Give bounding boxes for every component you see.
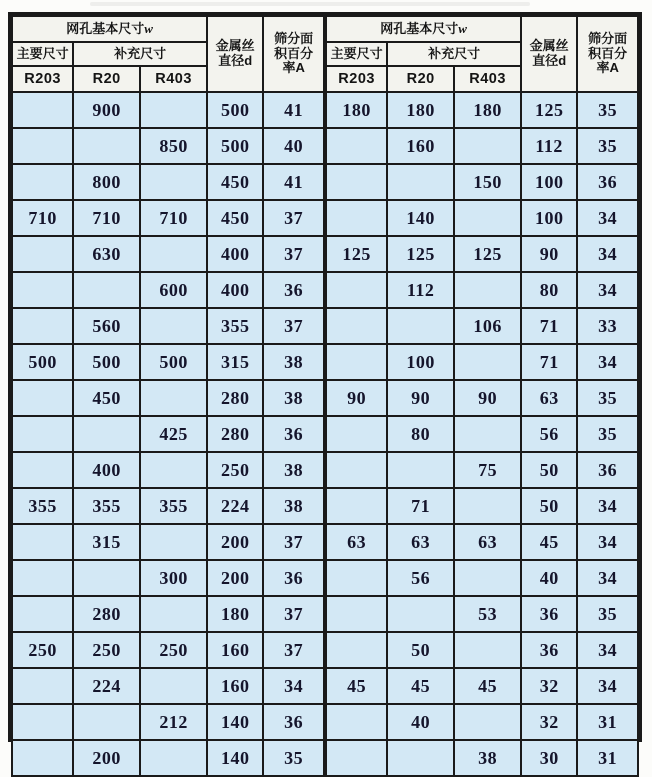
table-cell [387,308,454,344]
table-cell: 250 [207,452,263,488]
table-cell [12,452,73,488]
table-cell: 35 [577,596,638,632]
table-row [326,452,638,488]
table-cell: 80 [387,416,454,452]
table-cell: 63 [326,524,387,560]
table-cell [326,452,387,488]
table-cell [387,596,454,632]
table-cell [140,308,207,344]
table-cell [12,596,73,632]
table-cell: 50 [387,632,454,668]
table-cell [73,416,140,452]
table-cell: 34 [577,200,638,236]
table-body-left [12,92,324,776]
table-cell [326,164,387,200]
table-cell: 355 [140,488,207,524]
series-header-r403: R403 [140,66,207,92]
table-row [326,272,638,308]
table-cell: 36 [521,632,577,668]
table-cell: 160 [387,128,454,164]
table-cell: 32 [521,704,577,740]
table-cell: 37 [263,236,324,272]
table-cell: 250 [73,632,140,668]
table-row [326,668,638,704]
table-cell: 34 [577,236,638,272]
series-header-r203: R203 [326,66,387,92]
table-cell: 37 [263,596,324,632]
table-cell: 90 [521,236,577,272]
table-cell [326,344,387,380]
table-cell: 34 [577,668,638,704]
table-row [12,92,324,128]
table-cell: 36 [263,272,324,308]
table-cell: 112 [521,128,577,164]
table-cell: 560 [73,308,140,344]
table-cell: 40 [263,128,324,164]
table-cell: 36 [521,596,577,632]
table-cell: 38 [263,452,324,488]
supplement-size-header: 补充尺寸 [387,42,521,66]
table-cell [326,272,387,308]
table-cell: 450 [207,164,263,200]
table-cell [454,488,521,524]
table-cell [326,488,387,524]
table-cell: 45 [326,668,387,704]
table-cell: 100 [387,344,454,380]
series-header-r20: R20 [73,66,140,92]
area-percent-line1: 筛分面 [588,30,628,46]
table-row [12,128,324,164]
table-header-right [326,16,638,92]
table-cell: 31 [577,704,638,740]
table-body-right [326,92,638,776]
table-cell [454,704,521,740]
mesh-size-title: 网孔基本尺寸 [66,20,145,36]
table-cell: 280 [207,380,263,416]
table-cell [326,632,387,668]
table-cell: 41 [263,164,324,200]
table-row [326,488,638,524]
table-cell: 33 [577,308,638,344]
table-cell [326,128,387,164]
table-cell [12,380,73,416]
wire-diameter-line2: 直径d [218,53,253,68]
table-cell [454,200,521,236]
area-percent-line1: 筛分面 [274,30,314,46]
table-cell [73,560,140,596]
table-cell [326,596,387,632]
table-row [12,704,324,740]
table-cell [140,452,207,488]
table-cell: 41 [263,92,324,128]
table-cell: 850 [140,128,207,164]
table-cell: 280 [207,416,263,452]
table-row [326,200,638,236]
table-cell: 200 [207,560,263,596]
table-cell [326,740,387,776]
table-row [12,236,324,272]
table-cell: 125 [454,236,521,272]
table-cell [12,560,73,596]
table-row [12,272,324,308]
table-cell: 630 [73,236,140,272]
table-cell: 38 [263,488,324,524]
series-header-r203: R203 [12,66,73,92]
area-percent-line2: 积百分 [274,45,314,61]
table-cell [12,740,73,776]
table-half-right [325,15,639,777]
table-cell: 112 [387,272,454,308]
table-cell: 71 [521,344,577,380]
table-row [12,524,324,560]
scan-artifact [90,2,530,6]
table-cell [12,524,73,560]
table-cell: 180 [454,92,521,128]
table-cell: 710 [73,200,140,236]
area-percent-line2: 积百分 [588,45,628,61]
table-row [326,416,638,452]
table-row [326,524,638,560]
table-cell: 355 [12,488,73,524]
table-cell: 180 [207,596,263,632]
table-cell: 224 [207,488,263,524]
table-cell [12,308,73,344]
table-cell: 35 [263,740,324,776]
table-cell: 315 [73,524,140,560]
mesh-size-symbol: w [458,20,467,36]
table-cell: 140 [387,200,454,236]
table-cell: 34 [577,272,638,308]
mesh-size-header [12,16,207,42]
table-cell: 53 [454,596,521,632]
mesh-size-symbol: w [144,20,153,36]
table-cell: 35 [577,416,638,452]
table-cell: 56 [521,416,577,452]
table-row [12,344,324,380]
area-percent-header [577,16,638,92]
table-cell [140,380,207,416]
main-size-header: 主要尺寸 [12,42,73,66]
table-cell: 45 [454,668,521,704]
table-cell: 450 [73,380,140,416]
table-cell: 212 [140,704,207,740]
table-cell [387,452,454,488]
table-cell [454,632,521,668]
wire-diameter-header [521,16,577,92]
table-cell: 50 [521,488,577,524]
table-cell: 250 [140,632,207,668]
table-cell [454,344,521,380]
table-cell [454,128,521,164]
table-cell: 36 [577,164,638,200]
table-row [326,236,638,272]
table-row [326,308,638,344]
table-cell [140,668,207,704]
table-row [326,560,638,596]
table-row [326,380,638,416]
table-row [326,632,638,668]
table-cell [140,740,207,776]
table-cell [326,308,387,344]
supplement-size-header: 补充尺寸 [73,42,207,66]
series-header-r20: R20 [387,66,454,92]
table-cell [12,668,73,704]
table-cell: 40 [521,560,577,596]
table-cell: 34 [577,344,638,380]
table-cell: 37 [263,200,324,236]
table-cell: 224 [73,668,140,704]
table-row [12,488,324,524]
table-cell: 45 [521,524,577,560]
table-cell: 425 [140,416,207,452]
table-cell [73,272,140,308]
table-row [12,308,324,344]
table-cell: 90 [387,380,454,416]
sieve-table [8,12,642,768]
table-cell [140,164,207,200]
table-cell: 300 [140,560,207,596]
table-cell: 90 [454,380,521,416]
table-row [12,560,324,596]
table-cell: 150 [454,164,521,200]
table-row [326,704,638,740]
table-cell: 500 [207,128,263,164]
table-half-left [11,15,325,777]
table-row [12,740,324,776]
table-cell: 500 [73,344,140,380]
table-row [12,380,324,416]
table-cell: 140 [207,740,263,776]
table-cell [140,236,207,272]
table-cell: 37 [263,308,324,344]
table-cell: 63 [387,524,454,560]
table-cell: 400 [73,452,140,488]
table-row [12,668,324,704]
table-header-left [12,16,324,92]
table-row [12,452,324,488]
table-cell: 63 [454,524,521,560]
table-cell: 180 [326,92,387,128]
table-row [12,200,324,236]
table-row [326,92,638,128]
table-cell: 140 [207,704,263,740]
table-cell: 200 [73,740,140,776]
table-cell: 34 [577,488,638,524]
area-percent-line3: 率A [282,60,305,76]
table-cell: 36 [263,704,324,740]
table-cell: 34 [577,524,638,560]
table-cell [73,128,140,164]
table-cell [12,164,73,200]
table-row [12,164,324,200]
table-row [12,416,324,452]
table-cell: 710 [12,200,73,236]
table-cell: 36 [577,452,638,488]
table-cell: 315 [207,344,263,380]
table-cell: 38 [454,740,521,776]
table-cell [12,128,73,164]
table-cell: 500 [140,344,207,380]
table-cell: 31 [577,740,638,776]
table-cell: 34 [577,560,638,596]
table-row [326,128,638,164]
table-cell: 800 [73,164,140,200]
table-cell: 45 [387,668,454,704]
table-cell: 280 [73,596,140,632]
table-cell [387,740,454,776]
table-cell: 180 [387,92,454,128]
table-cell: 36 [263,560,324,596]
table-cell: 355 [207,308,263,344]
table-cell: 100 [521,200,577,236]
table-cell [140,92,207,128]
mesh-size-title: 网孔基本尺寸 [380,20,459,36]
table-cell: 160 [207,668,263,704]
table-cell: 125 [387,236,454,272]
table-cell: 450 [207,200,263,236]
table-cell [326,704,387,740]
table-cell [454,272,521,308]
table-row [12,596,324,632]
table-cell: 32 [521,668,577,704]
mesh-size-header [326,16,521,42]
table-cell: 71 [521,308,577,344]
table-row [326,596,638,632]
table-cell: 600 [140,272,207,308]
table-cell: 37 [263,632,324,668]
wire-diameter-line2: 直径d [532,53,567,68]
table-cell: 160 [207,632,263,668]
area-percent-header [263,16,324,92]
table-cell: 400 [207,272,263,308]
table-row [326,164,638,200]
table-cell [12,92,73,128]
table-cell: 37 [263,524,324,560]
table-cell [73,704,140,740]
table-cell: 38 [263,380,324,416]
table-cell: 100 [521,164,577,200]
table-cell: 125 [326,236,387,272]
table-cell: 500 [12,344,73,380]
table-cell [140,596,207,632]
table-cell: 71 [387,488,454,524]
table-cell: 34 [263,668,324,704]
table-cell: 50 [521,452,577,488]
table-cell: 500 [207,92,263,128]
table-cell [454,560,521,596]
table-row [12,632,324,668]
wire-diameter-line1: 金属丝 [215,38,255,54]
table-cell: 30 [521,740,577,776]
table-cell [12,236,73,272]
table-cell: 90 [326,380,387,416]
table-cell: 35 [577,92,638,128]
table-cell: 106 [454,308,521,344]
table-cell: 80 [521,272,577,308]
table-cell: 250 [12,632,73,668]
table-cell: 75 [454,452,521,488]
table-cell: 400 [207,236,263,272]
table-cell [326,560,387,596]
area-percent-line3: 率A [596,60,619,76]
table-cell: 35 [577,380,638,416]
table-cell: 63 [521,380,577,416]
table-cell [326,416,387,452]
wire-diameter-header [207,16,263,92]
table-cell [12,272,73,308]
table-cell [454,416,521,452]
table-cell: 38 [263,344,324,380]
table-cell: 200 [207,524,263,560]
table-cell: 34 [577,632,638,668]
table-cell: 56 [387,560,454,596]
table-cell: 35 [577,128,638,164]
table-cell [387,164,454,200]
table-cell [12,416,73,452]
table-cell: 125 [521,92,577,128]
main-size-header: 主要尺寸 [326,42,387,66]
table-cell: 900 [73,92,140,128]
table-cell: 355 [73,488,140,524]
wire-diameter-line1: 金属丝 [529,38,569,54]
table-cell [12,704,73,740]
table-cell: 710 [140,200,207,236]
table-cell [326,200,387,236]
series-header-r403: R403 [454,66,521,92]
table-row [326,740,638,776]
table-cell [140,524,207,560]
table-cell: 36 [263,416,324,452]
table-row [326,344,638,380]
table-cell: 40 [387,704,454,740]
